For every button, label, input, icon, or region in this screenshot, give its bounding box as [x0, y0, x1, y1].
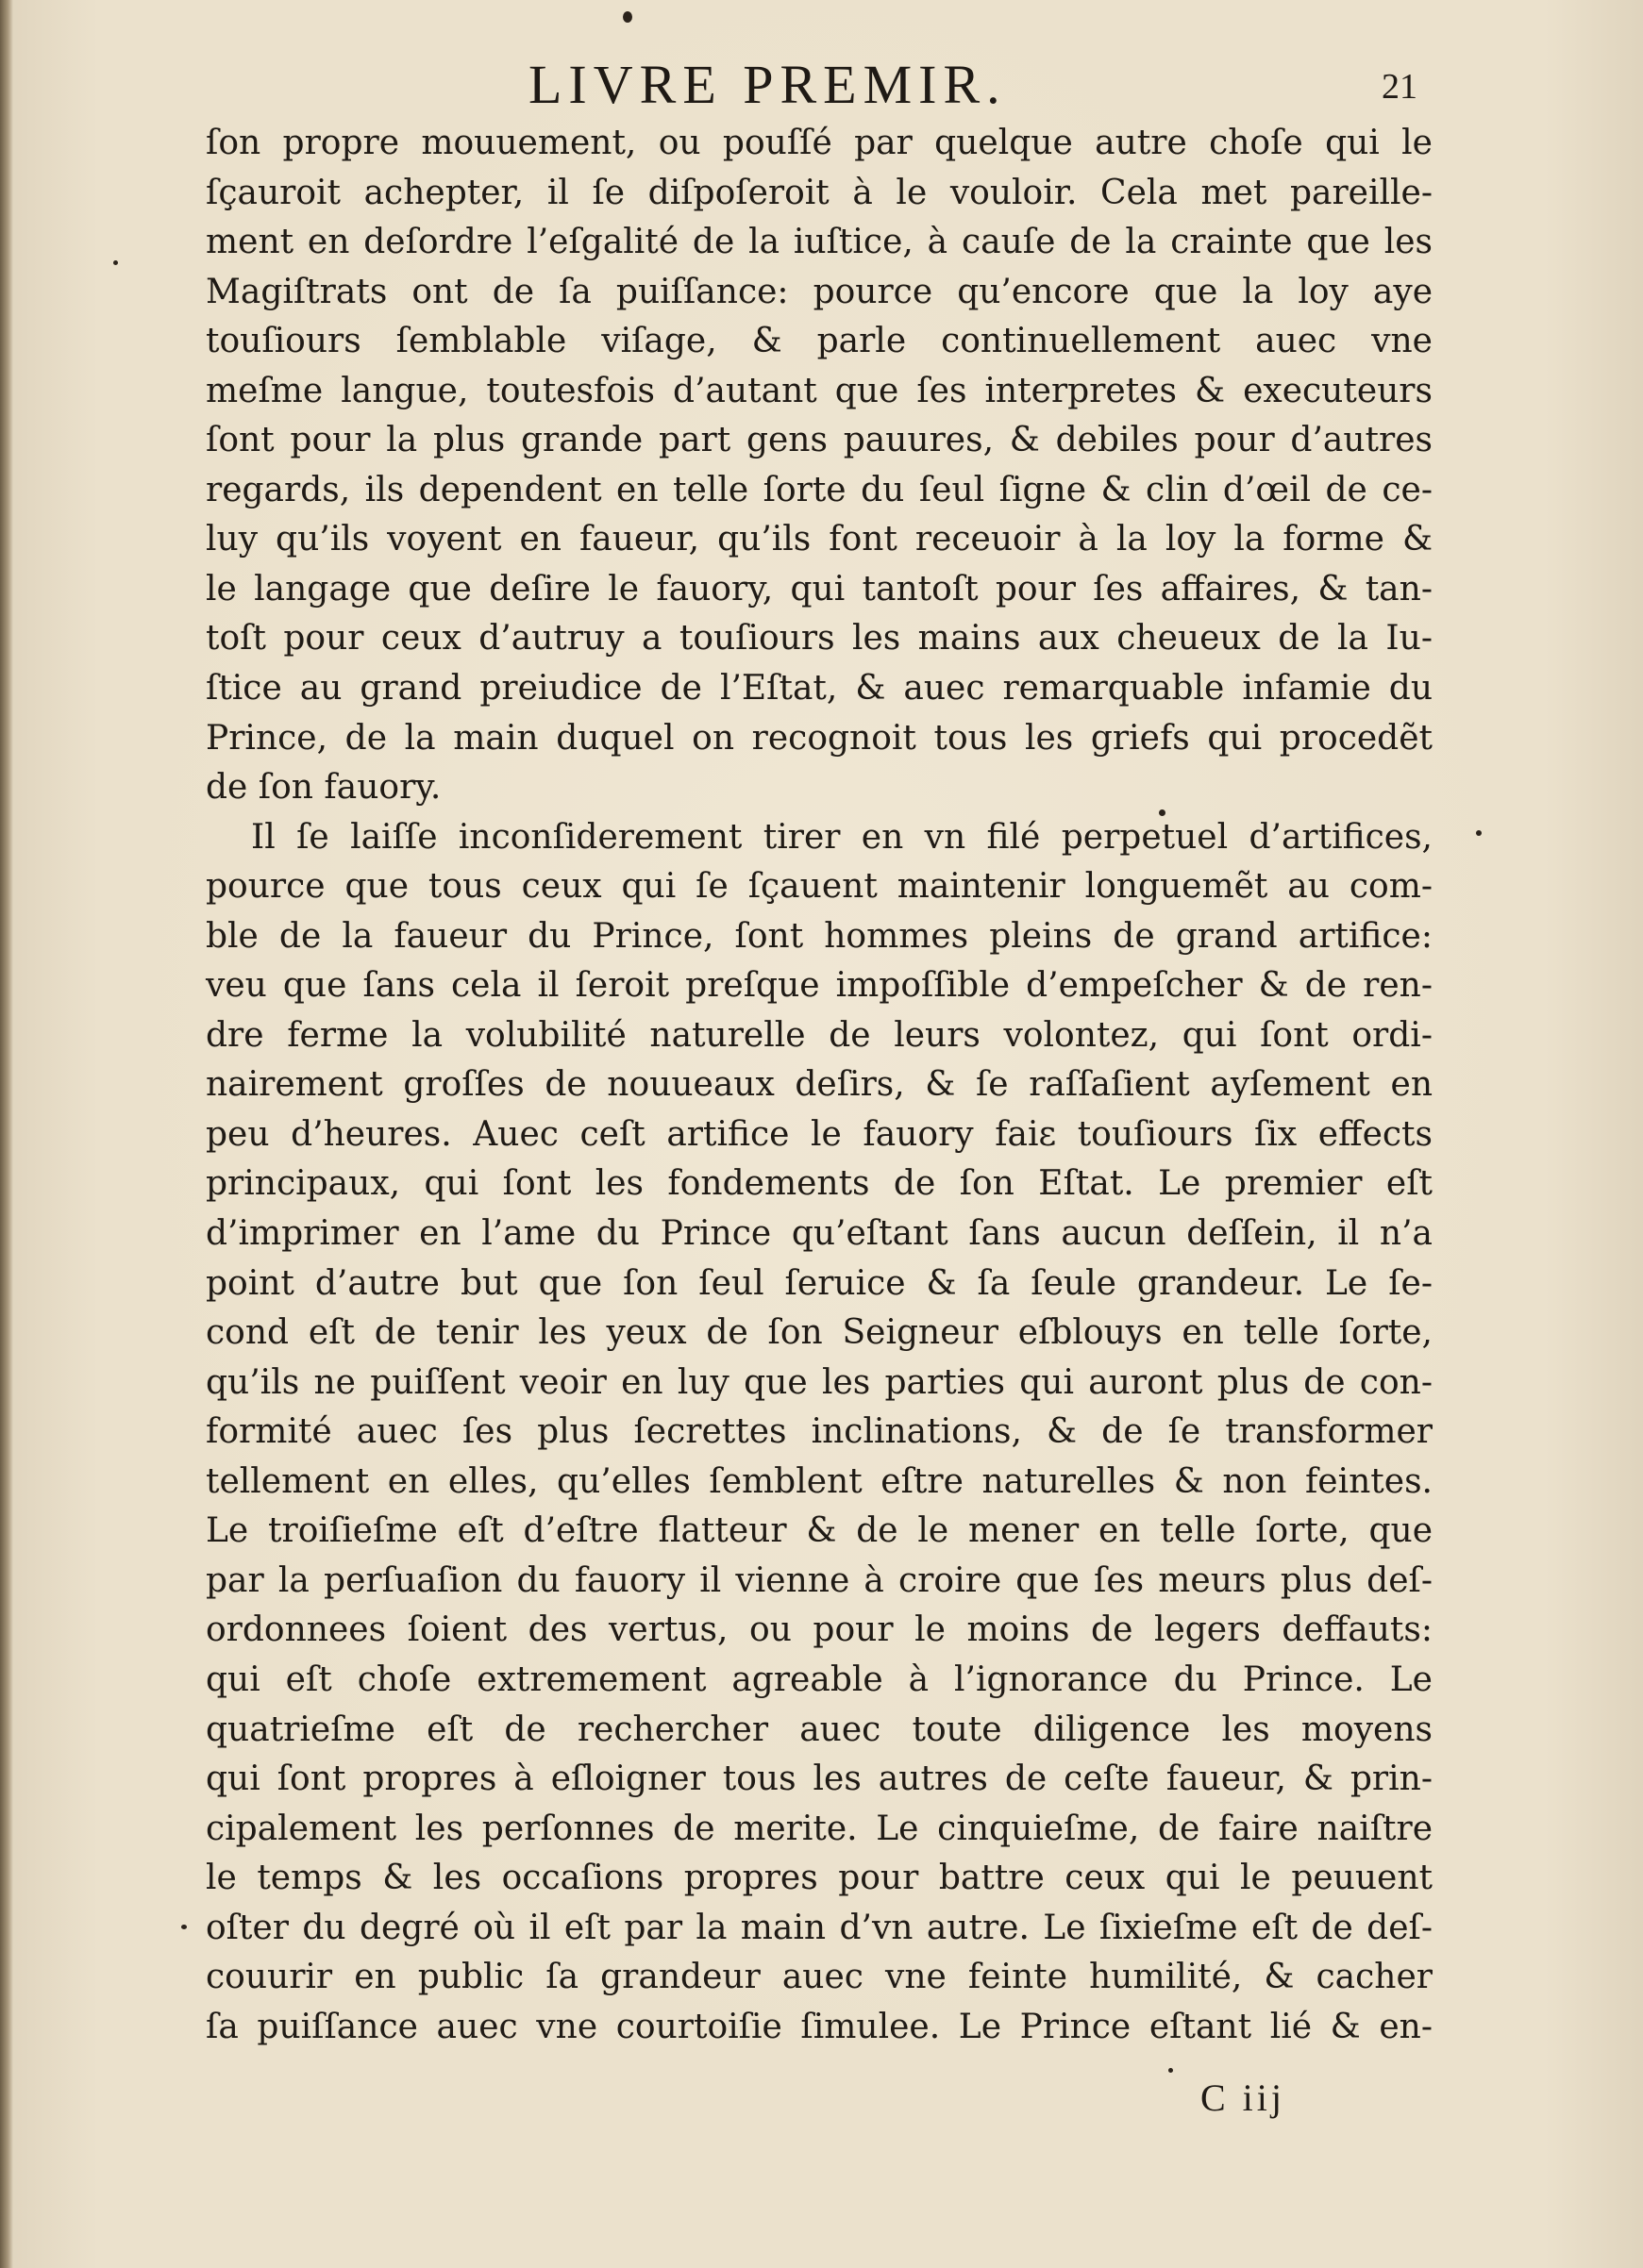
text-line: toſt pour ceux d’autruy a touſiours les mains aux cheueux de la Iu-: [206, 619, 1433, 659]
text-line: Prince, de la main duquel on recognoit tous les griefs qui procedẽt: [206, 718, 1433, 758]
running-head: LIVRE PREMIR.: [528, 54, 1007, 115]
text-line: Le troiſieſme eſt d’eſtre flatteur & de le mener en telle ſorte, que: [206, 1511, 1433, 1551]
text-line: cond eſt de tenir les yeux de ſon Seigneur eſblouys en telle ſorte,: [206, 1313, 1433, 1353]
text-line: peu d’heures. Auec ceſt artifice le fauory faiɛ touſiours ſix effects: [206, 1114, 1433, 1154]
text-line: ble de la faueur du Prince, ſont hommes pleins de grand artifice:: [206, 916, 1433, 956]
ink-speck: [181, 1925, 187, 1929]
page-gutter-shadow: [0, 0, 13, 2268]
text-line: ſont pour la plus grande part gens pauures, & debiles pour d’autres: [206, 421, 1433, 460]
text-line: cipalement les perſonnes de merite. Le cinquieſme, de faire naiſtre: [206, 1809, 1433, 1848]
text-line: tellement en elles, qu’elles ſemblent eſtre naturelles & non feintes.: [206, 1461, 1433, 1501]
text-line: qu’ils ne puiſſent veoir en luy que les parties qui auront plus de con-: [206, 1362, 1433, 1402]
text-line: ment en deſordre l’eſgalité de la iuſtice, à cauſe de la crainte que les: [206, 223, 1433, 262]
text-line: ſtice au grand preiudice de l’Eſtat, & auec remarquable infamie du: [206, 669, 1433, 709]
text-line: le temps & les occaſions propres pour battre ceux qui le peuuent: [206, 1859, 1433, 1898]
ink-speck: [1168, 2068, 1173, 2073]
text-line: dre ferme la volubilité naturelle de leurs volontez, qui ſont ordi-: [206, 1015, 1433, 1055]
text-line: d’imprimer en l’ame du Prince qu’eſtant ſans aucun deſſein, il n’a: [206, 1214, 1433, 1254]
text-line: Magiſtrats ont de ſa puiſſance: pource qu’encore que la loy aye: [206, 272, 1433, 311]
text-line: regards, ils dependent en telle ſorte du ſeul ſigne & clin d’œil de ce-: [206, 470, 1433, 509]
text-line: par la perſuaſion du fauory il vienne à croire que ſes meurs plus deſ-: [206, 1560, 1433, 1600]
text-line: principaux, qui ſont les fondements de ſon Eſtat. Le premier eſt: [206, 1164, 1433, 1204]
text-line: oſter du degré où il eſt par la main d’vn autre. Le ſixieſme eſt de deſ-: [206, 1908, 1433, 1947]
body-text: [206, 119, 1433, 2052]
text-line: ordonnees ſoient des vertus, ou pour le moins de legers deffauts:: [206, 1610, 1433, 1650]
text-line: veu que ſans cela il ſeroit preſque impoſſible d’empeſcher & de ren-: [206, 966, 1433, 1006]
ink-speck: [1476, 830, 1482, 836]
ink-speck: [1159, 809, 1165, 816]
ink-speck: [623, 11, 632, 23]
signature-mark: C iij: [1200, 2076, 1286, 2119]
text-line: ſon propre mouuement, ou pouſſé par quelque autre choſe qui le: [206, 124, 1433, 162]
text-line: couurir en public ſa grandeur auec vne feinte humilité, & cacher: [206, 1958, 1433, 1997]
paragraph-start-line: Il ſe laiſſe inconſiderement tirer en vn filé perpetuel d’artifices,: [251, 817, 1433, 857]
text-line: luy qu’ils voyent en faueur, qu’ils font receuoir à la loy la forme &: [206, 520, 1433, 559]
text-line: nairement groſſes de nouueaux deſirs, & ſe raſſaſient ayſement en: [206, 1065, 1433, 1105]
ink-speck: [113, 260, 118, 265]
text-line: pource que tous ceux qui ſe ſçauent maintenir longuemẽt au com-: [206, 867, 1433, 907]
text-line: point d’autre but que ſon ſeul ſeruice & ſa ſeule grandeur. Le ſe-: [206, 1263, 1433, 1303]
page-number: 21: [1382, 67, 1417, 107]
text-line: qui ſont propres à eſloigner tous les autres de ceſte faueur, & prin-: [206, 1759, 1433, 1799]
text-line: qui eſt choſe extremement agreable à l’ignorance du Prince. Le: [206, 1659, 1433, 1699]
paragraph-end-line: de ſon fauory.: [206, 768, 442, 808]
text-line: quatrieſme eſt de rechercher auec toute diligence les moyens: [206, 1709, 1433, 1749]
text-line: formité auec ſes plus ſecrettes inclinations, & de ſe transformer: [206, 1412, 1433, 1452]
text-line: le langage que deſire le fauory, qui tantoſt pour ſes affaires, & tan-: [206, 569, 1433, 609]
text-line: touſiours ſemblable viſage, & parle continuellement auec vne: [206, 322, 1433, 361]
text-line: meſme langue, toutesfois d’autant que ſes interpretes & executeurs: [206, 371, 1433, 410]
text-line: ſçauroit achepter, il ſe diſpoſeroit à le vouloir. Cela met pareille-: [206, 173, 1433, 212]
text-line: ſa puiſſance auec vne courtoiſie ſimulee. Le Prince eſtant lié & en-: [206, 2007, 1433, 2046]
